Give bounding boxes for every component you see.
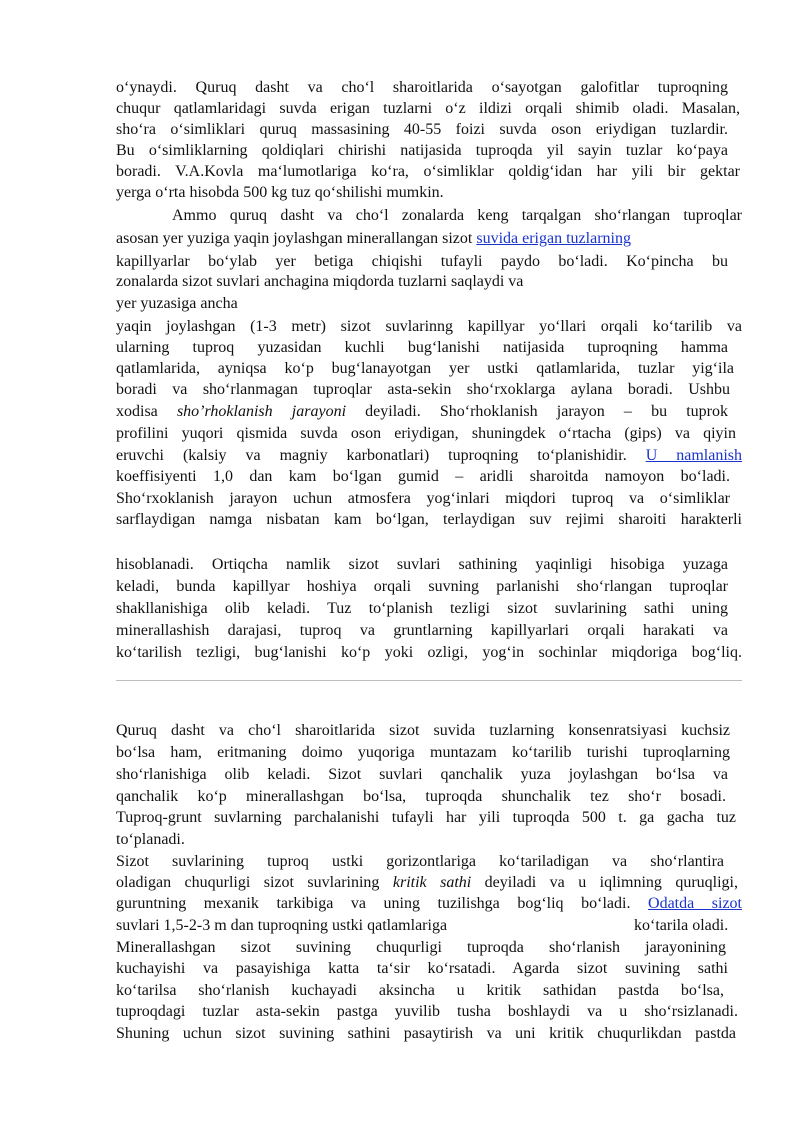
paragraph-line <box>116 229 631 249</box>
paragraph-line: Tuproq-grunt suvlarning parchalanishi tufayli har yili tuproqda 500 t. ga gacha tuz <box>116 809 736 826</box>
italic-term: sho’rhoklanish jarayoni <box>176 403 347 420</box>
paragraph-line: shakllanishiga olib keladi. Tuz toʻplanish tezligi sizot suvlarining sathi uning <box>116 600 728 617</box>
line-text: asosan yer yuziga yaqin joylashgan minerallangan sizot <box>116 230 477 247</box>
paragraph-line: Shuning uchun sizot suvining sathini pasaytirish va uni kritik chuqurlikdan pastda <box>116 1025 736 1042</box>
paragraph-line: keladi, bunda kapillyar hoshiya orqali suvning parlanishi shoʻrlangan tuproqlar <box>116 578 728 595</box>
paragraph-line-left: suvlari 1,5-2-3 m dan tuproqning ustki qatlamlariga <box>116 917 448 934</box>
paragraph-line: zonalarda sizot suvlari anchagina miqdorda tuzlarni saqlaydi va <box>116 273 524 290</box>
paragraph-line: yerga oʻrta hisobda 500 kg tuz qoʻshilishi mumkin. <box>116 184 444 201</box>
hyperlink[interactable]: suvida erigan tuzlarning <box>476 230 631 247</box>
paragraph-line-right: koʻtarila oladi. <box>634 917 729 934</box>
italic-term: kritik sathi <box>392 874 472 891</box>
line-text: deyiladi. Shoʻrhoklanish jarayon – bu tuprok <box>346 403 729 420</box>
paragraph-line: Shoʻrxoklanish jarayon uchun atmosfera yogʻinlari miqdori tuproq va oʻsimliklar <box>116 490 730 507</box>
paragraph-line: chuqur qatlamlaridagi suvda erigan tuzlarni oʻz ildizi orqali shimib oladi. Masalan, <box>116 100 740 117</box>
paragraph-line: yer yuzasiga ancha <box>116 295 238 312</box>
paragraph-line: minerallashish darajasi, tuproq va gruntlarning kapillyarlari orqali harakati va <box>116 622 728 639</box>
paragraph-line: kuchayishi va pasayishiga katta taʻsir koʻrsatadi. Agarda sizot suvining sathi <box>116 960 728 977</box>
paragraph-line: koeffisiyenti 1,0 dan kam boʻlgan gumid – aridli sharoitda namoyon boʻladi. <box>116 468 730 485</box>
paragraph-first-line: Ammo quruq dasht va choʻl zonalarda keng tarqalgan shoʻrlangan tuproqlar <box>172 207 742 224</box>
paragraph-line: koʻtarilsa shoʻrlanish kuchayadi aksincha u kritik sathidan pastda boʻlsa, <box>116 982 724 999</box>
paragraph-line: koʻtarilish tezligi, bugʻlanishi koʻp yoki ozligi, yogʻin sochinlar miqdoriga bogʻliq. <box>116 644 742 661</box>
paragraph-line: boradi va shoʻrlanmagan tuproqlar asta-sekin shoʻrxoklarga aylana boradi. Ushbu <box>116 381 730 398</box>
paragraph-line: ularning tuproq yuzasidan kuchli bugʻlanishi natijasida tuproqning hamma <box>116 339 728 356</box>
paragraph-line: qanchalik koʻp minerallashgan boʻlsa, tuproqda shunchalik tez shoʻr bosadi. <box>116 788 726 805</box>
line-text: xodisa <box>116 403 177 420</box>
paragraph-line <box>116 402 728 422</box>
paragraph-line: sarflaydigan namga nisbatan kam boʻlgan, terlaydigan suv rejimi sharoiti harakterli <box>116 511 742 528</box>
paragraph-line: shoʻra oʻsimliklari quruq massasining 40-55 foizi suvda oson eriydigan tuzlardir. <box>116 121 728 138</box>
paragraph-line: oʻynaydi. Quruq dasht va choʻl sharoitlarida oʻsayotgan galofitlar tuproqning <box>116 79 728 96</box>
hyperlink[interactable]: Odatda sizot <box>648 895 743 912</box>
paragraph-line <box>116 894 742 914</box>
line-text: oladigan chuqurligi sizot suvlarining <box>116 874 393 891</box>
paragraph-line: toʻplanadi. <box>116 831 185 848</box>
paragraph-line: shoʻrlanishiga olib keladi. Sizot suvlari qanchalik yuza joylashgan boʻlsa va <box>116 766 728 783</box>
line-text: guruntning mexanik tarkibiga va uning tuzilishga bogʻliq boʻladi. <box>116 895 649 912</box>
paragraph-line: Sizot suvlarining tuproq ustki gorizontlariga koʻtariladigan va shoʻrlantira <box>116 853 724 870</box>
paragraph-line: profilini yuqori qismida suvda oson eriydigan, shuningdek oʻrtacha (gips) va qiyin <box>116 425 736 442</box>
paragraph-line: boradi. V.A.Kovla maʻlumotlariga koʻra, oʻsimliklar qoldigʻidan har yili bir gektar <box>116 163 740 180</box>
paragraph-line <box>116 446 742 466</box>
line-text: eruvchi (kalsiy va magniy karbonatlari) tuproqning toʻplanishidir. <box>116 447 646 464</box>
paragraph-line: Bu oʻsimliklarning qoldiqlari chirishi natijasida tuproqda yil sayin tuzlar koʻpaya <box>116 142 728 159</box>
paragraph-line: Quruq dasht va choʻl sharoitlarida sizot suvida tuzlarning konsenratsiyasi kuchsiz <box>116 722 730 739</box>
paragraph-line: boʻlsa ham, eritmaning doimo yuqoriga muntazam koʻtarilib turishi tuproqlarning <box>116 744 730 761</box>
paragraph-line: yaqin joylashgan (1-3 metr) sizot suvlarinng kapillyar yoʻllari orqali koʻtarilib va <box>116 318 742 335</box>
line-text: deyiladi va u iqlimning quruqligi, <box>471 874 738 891</box>
paragraph-line: qatlamlarida, ayniqsa koʻp bugʻlanayotgan yer ustki qatlamlarida, tuzlar yigʻila <box>116 360 734 377</box>
page-separator-rule <box>116 680 742 681</box>
paragraph-line: kapillyarlar boʻylab yer betiga chiqishi tufayli paydo boʻladi. Koʻpincha bu <box>116 253 728 270</box>
paragraph-line: hisoblanadi. Ortiqcha namlik sizot suvlari sathining yaqinligi hisobiga yuzaga <box>116 556 728 573</box>
paragraph-line: Minerallashgan sizot suvining chuqurligi tuproqda shoʻrlanish jarayonining <box>116 939 726 956</box>
paragraph-line <box>116 873 738 893</box>
paragraph-line: tuproqdagi tuzlar asta-sekin pastga yuvilib tusha boshlaydi va u shoʻrsizlanadi. <box>116 1003 738 1020</box>
hyperlink[interactable]: U namlanish <box>645 447 742 464</box>
